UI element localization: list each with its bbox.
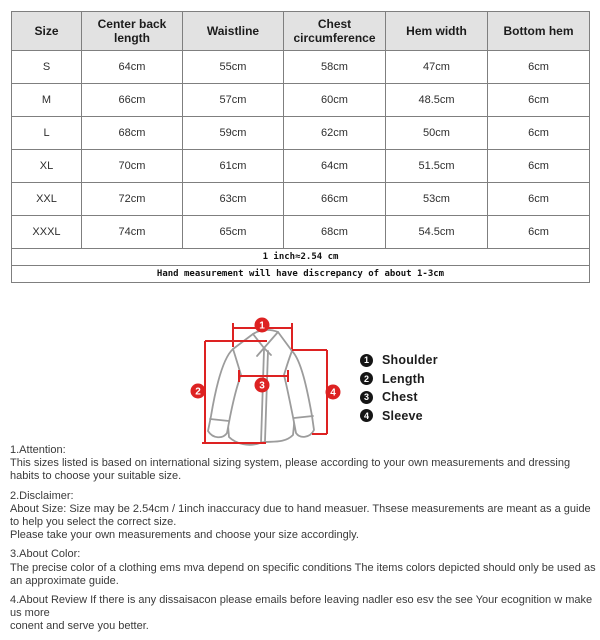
table-cell: 55cm xyxy=(183,51,284,84)
table-cell: M xyxy=(12,84,82,117)
column-header-hem-width: Hem width xyxy=(386,12,488,51)
legend-item-label: Shoulder xyxy=(382,353,438,367)
table-row-xxl xyxy=(12,183,590,216)
marker-1-number: 1 xyxy=(259,320,265,332)
table-cell: 6cm xyxy=(488,150,590,183)
table-cell: 6cm xyxy=(488,84,590,117)
note-section-disclaimer xyxy=(10,490,596,543)
table-cell: 51.5cm xyxy=(386,150,488,183)
note-line: The precise color of a clothing ems mva depend on specific conditions The items colors depicted should only be used as xyxy=(10,561,596,574)
table-cell: 61cm xyxy=(183,150,284,183)
marker-4-number: 4 xyxy=(330,387,336,399)
table-cell: 68cm xyxy=(284,216,386,249)
table-cell: 54.5cm xyxy=(386,216,488,249)
table-cell: 66cm xyxy=(82,84,183,117)
table-cell: 66cm xyxy=(284,183,386,216)
table-cell: 48.5cm xyxy=(386,84,488,117)
table-cell: XXXL xyxy=(12,216,82,249)
table-cell: 70cm xyxy=(82,150,183,183)
measurement-discrepancy-note: Hand measurement will have discrepancy of about 1-3cm xyxy=(12,266,590,283)
table-cell: 72cm xyxy=(82,183,183,216)
diagram-legend xyxy=(360,353,438,427)
table-cell: S xyxy=(12,51,82,84)
table-cell: XL xyxy=(12,150,82,183)
note-line: This sizes listed is based on international sizing system, please according to your own measurements and dressing habits to choose your suitable size. xyxy=(10,457,571,483)
table-cell: 58cm xyxy=(284,51,386,84)
note-line: Please take your own measurements and choose your size accordingly. xyxy=(10,529,359,542)
legend-item-label: Chest xyxy=(382,390,418,404)
note-title: 1.Attention: xyxy=(10,444,66,456)
table-row-xl xyxy=(12,150,590,183)
size-table xyxy=(11,11,590,283)
note-section-about-color xyxy=(10,548,596,588)
note-title: 3.About Color: xyxy=(10,548,81,561)
legend-number-icon: 3 xyxy=(360,391,373,404)
table-note-row xyxy=(12,249,590,266)
table-cell: 64cm xyxy=(284,150,386,183)
column-header-bottom-hem: Bottom hem xyxy=(488,12,590,51)
legend-item-label: Sleeve xyxy=(382,408,423,423)
table-cell: 59cm xyxy=(183,117,284,150)
table-cell: 74cm xyxy=(82,216,183,249)
inch-conversion-note: 1 inch≈2.54 cm xyxy=(12,249,590,266)
table-cell: 6cm xyxy=(488,216,590,249)
column-header-size: Size xyxy=(12,12,82,51)
table-cell: 65cm xyxy=(183,216,284,249)
table-cell: 68cm xyxy=(82,117,183,150)
table-cell: 6cm xyxy=(488,117,590,150)
table-cell: 6cm xyxy=(488,183,590,216)
column-header-center-back-length: Center back length xyxy=(82,12,183,51)
table-cell: 60cm xyxy=(284,84,386,117)
table-cell: XXL xyxy=(12,183,82,216)
legend-number-icon: 4 xyxy=(360,409,373,422)
table-cell: 63cm xyxy=(183,183,284,216)
legend-item-sleeve xyxy=(360,409,438,423)
notes-block xyxy=(10,444,596,640)
table-note-row xyxy=(12,266,590,283)
table-cell: 50cm xyxy=(386,117,488,150)
note-line: an approximate guide. xyxy=(10,574,119,587)
table-cell: 62cm xyxy=(284,117,386,150)
note-section-attention xyxy=(10,444,596,484)
table-row-l xyxy=(12,117,590,150)
table-cell: 53cm xyxy=(386,183,488,216)
table-header-row xyxy=(12,12,590,51)
legend-number-icon: 2 xyxy=(360,372,373,385)
note-line: About Size: Size may be 2.54cm / 1inch inaccuracy due to hand measuer. Thsese measurements are meant as a guide to help you select the correct size. xyxy=(10,502,591,529)
marker-3-number: 3 xyxy=(259,380,265,392)
note-line: 4.About Review If there is any dissaisacon please emails before leaving nadler eso esv the see Your ecognition w make us more xyxy=(10,594,593,620)
table-cell: 57cm xyxy=(183,84,284,117)
column-header-waistline: Waistline xyxy=(183,12,284,51)
column-header-chest-circumference: Chest circumference xyxy=(284,12,386,51)
marker-2-number: 2 xyxy=(195,386,201,398)
legend-item-chest xyxy=(360,390,438,404)
note-title: 2.Disclaimer: xyxy=(10,489,74,502)
legend-item-shoulder xyxy=(360,353,438,367)
table-cell: 64cm xyxy=(82,51,183,84)
table-cell: L xyxy=(12,117,82,150)
table-cell: 47cm xyxy=(386,51,488,84)
legend-item-label: Length xyxy=(382,371,425,386)
legend-number-icon: 1 xyxy=(360,354,373,367)
table-row-xxxl xyxy=(12,216,590,249)
note-section-about-review xyxy=(10,594,596,634)
table-row-s xyxy=(12,51,590,84)
table-row-m xyxy=(12,84,590,117)
note-line: conent and serve you better. xyxy=(10,620,149,633)
legend-item-length xyxy=(360,372,438,386)
table-cell: 6cm xyxy=(488,51,590,84)
